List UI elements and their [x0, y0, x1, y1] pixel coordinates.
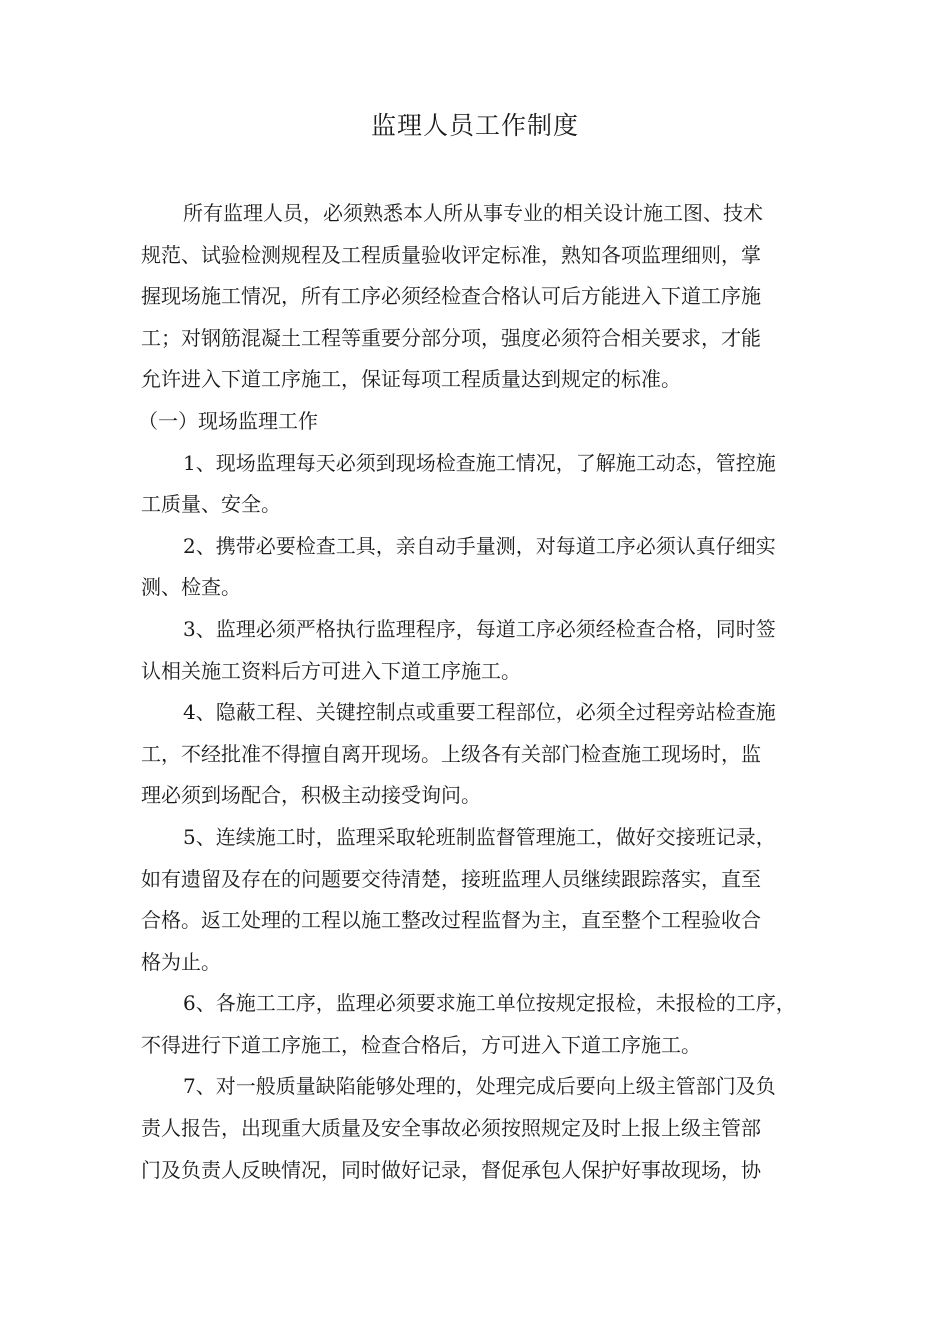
text-line: 责人报告，出现重大质量及安全事故必须按照规定及时上报上级主管部 — [141, 1116, 761, 1141]
text-line: 1、现场监理每天必须到现场检查施工情况，了解施工动态，管控施 — [183, 450, 776, 475]
text-line: 6、各施工工序，监理必须要求施工单位按规定报检，未报检的工序， — [183, 991, 796, 1016]
text-line: 测、检查。 — [141, 575, 241, 600]
text-line: 5、连续施工时，监理采取轮班制监督管理施工，做好交接班记录， — [183, 824, 776, 849]
text-line: 规范、试验检测规程及工程质量验收评定标准，熟知各项监理细则，掌 — [141, 242, 761, 267]
text-line: 合格。返工处理的工程以施工整改过程监督为主，直至整个工程验收合 — [141, 908, 761, 933]
text-line: 门及负责人反映情况，同时做好记录，督促承包人保护好事故现场，协 — [141, 1157, 761, 1182]
text-line: 如有遗留及存在的问题要交待清楚，接班监理人员继续跟踪落实，直至 — [141, 866, 761, 891]
text-line: 允许进入下道工序施工，保证每项工程质量达到规定的标准。 — [141, 367, 681, 392]
section-heading: （一）现场监理工作 — [138, 408, 318, 433]
document-body — [138, 193, 813, 1191]
text-line: 工；对钢筋混凝土工程等重要分部分项，强度必须符合相关要求，才能 — [141, 325, 761, 350]
text-line: 理必须到场配合，积极主动接受询问。 — [141, 783, 481, 808]
text-line: 不得进行下道工序施工，检查合格后，方可进入下道工序施工。 — [141, 1032, 701, 1057]
text-line: 工，不经批准不得擅自离开现场。上级各有关部门检查施工现场时，监 — [141, 741, 761, 766]
text-line: 格为止。 — [141, 949, 221, 974]
text-line: 2、携带必要检查工具，亲自动手量测，对每道工序必须认真仔细实 — [183, 533, 776, 558]
text-line: 4、隐蔽工程、关键控制点或重要工程部位，必须全过程旁站检查施 — [183, 700, 776, 725]
text-line: 工质量、安全。 — [141, 492, 281, 517]
text-line: 认相关施工资料后方可进入下道工序施工。 — [141, 658, 521, 683]
text-line: 7、对一般质量缺陷能够处理的，处理完成后要向上级主管部门及负 — [183, 1074, 776, 1099]
text-line: 握现场施工情况，所有工序必须经检查合格认可后方能进入下道工序施 — [141, 284, 761, 309]
page-title: 监理人员工作制度 — [370, 111, 579, 140]
text-line: 3、监理必须严格执行监理程序，每道工序必须经检查合格，同时签 — [183, 616, 776, 641]
text-line: 所有监理人员，必须熟悉本人所从事专业的相关设计施工图、技术 — [183, 201, 763, 225]
